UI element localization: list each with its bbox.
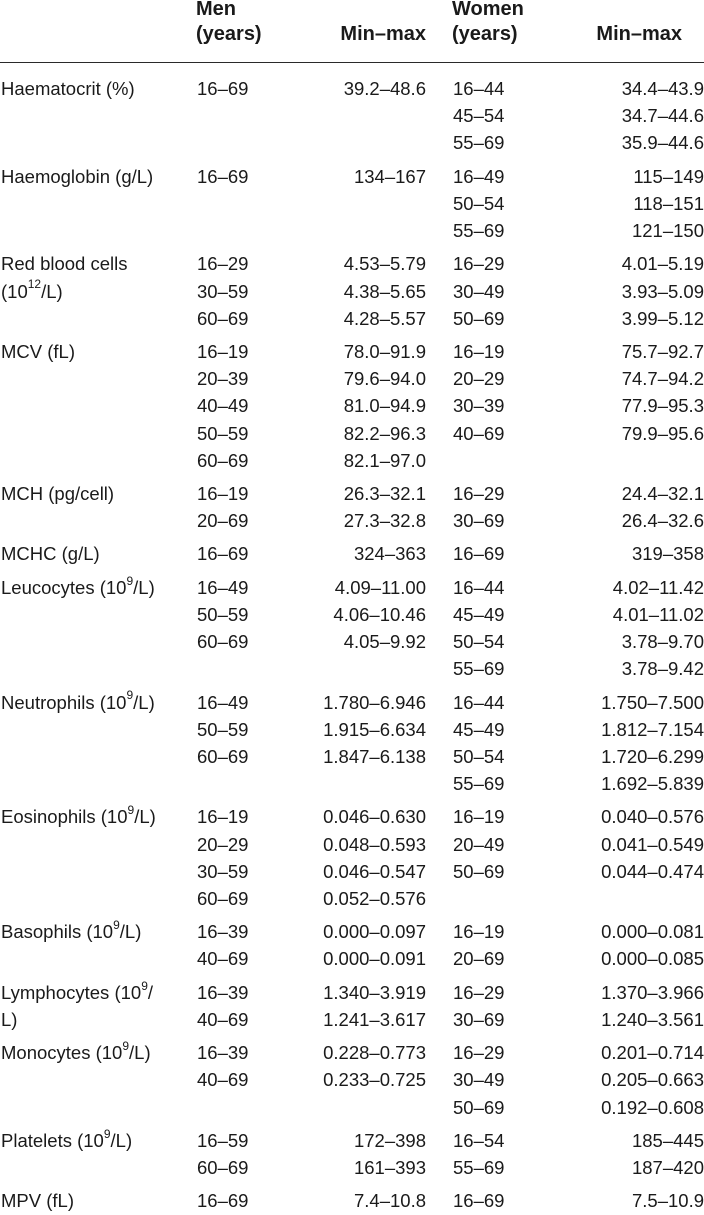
women-min-max: 34.7–44.6 (621, 105, 704, 127)
women-age-range: 45–49 (453, 718, 505, 740)
women-min-max: 3.78–9.70 (621, 631, 704, 653)
women-unit-label: (years) (452, 23, 518, 45)
parameter-group (0, 338, 704, 474)
men-age-range: 16–39 (197, 921, 249, 943)
women-age-range: 16–44 (453, 576, 505, 598)
men-age-range: 40–69 (197, 948, 249, 970)
table-row (0, 217, 704, 244)
women-min-max: 4.01–11.02 (612, 603, 704, 625)
women-age-range: 16–19 (453, 340, 505, 362)
parameter-name: Lymphocytes ($10^9/$ (1, 978, 154, 1003)
men-age-range: 20–29 (197, 833, 249, 855)
men-header (196, 0, 262, 47)
table-row (0, 102, 704, 129)
women-age-range: 30–69 (453, 510, 505, 532)
women-min-max: 3.93–5.09 (621, 280, 704, 302)
women-min-max: 24.4–32.1 (621, 483, 704, 504)
women-min-max: 34.4–43.9 (621, 78, 704, 99)
women-age-range: 16–44 (453, 78, 505, 99)
women-min-max: 77.9–95.3 (621, 395, 704, 417)
women-min-max: 319–358 (631, 543, 704, 565)
table-row (0, 628, 704, 655)
parameter-group (0, 1039, 704, 1121)
women-age-range: 45–49 (453, 603, 505, 625)
women-min-max: 75.7–92.7 (621, 340, 704, 362)
women-min-max: 3.78–9.42 (621, 658, 704, 680)
men-min-max: 79.6–94.0 (343, 368, 426, 390)
men-age-range: 40–69 (197, 1069, 249, 1091)
table-row (0, 770, 704, 797)
parameter-name: L) (1, 1008, 18, 1030)
men-min-max: 4.05–9.92 (343, 631, 426, 653)
table-row (0, 945, 704, 972)
men-age-range: 30–59 (197, 280, 249, 302)
table-row (0, 1006, 704, 1033)
women-age-range: 50–69 (453, 860, 505, 882)
men-min-max: 0.048–0.593 (323, 833, 426, 855)
women-min-max: 3.99–5.12 (621, 307, 704, 329)
parameter-group (0, 75, 704, 157)
table-row (0, 338, 704, 365)
men-age-range: 40–49 (197, 395, 249, 417)
men-min-max: 4.28–5.57 (343, 307, 426, 329)
women-age-range: 16–29 (453, 253, 505, 275)
men-age-range: 60–69 (197, 449, 249, 471)
women-age-range: 30–69 (453, 1008, 505, 1030)
parameter-name: MPV (fL) (1, 1190, 74, 1212)
men-min-max: 0.000–0.091 (323, 948, 426, 970)
men-age-range: 16–69 (197, 1190, 249, 1212)
men-age-range: 16–19 (197, 483, 249, 504)
women-age-range: 55–69 (453, 658, 505, 680)
women-age-range: 16–49 (453, 165, 505, 187)
men-age-range: 16–19 (197, 340, 249, 362)
women-age-range: 40–69 (453, 422, 505, 444)
women-min-max: 0.000–0.085 (601, 948, 704, 970)
parameter-name: Neutrophils $(10^9/L)$ (1, 688, 155, 713)
women-age-range: 30–39 (453, 395, 505, 417)
men-min-max: 1.340–3.919 (323, 981, 426, 1003)
men-min-max: 78.0–91.9 (343, 340, 426, 362)
men-unit-label: (years) (196, 23, 262, 45)
women-min-max: 35.9–44.6 (621, 132, 704, 154)
women-age-range: 50–54 (453, 745, 505, 767)
parameter-name: Monocytes $(10^9/L)$ (1, 1039, 151, 1064)
men-min-max: 81.0–94.9 (343, 395, 426, 417)
men-min-max: 4.53–5.79 (343, 253, 426, 275)
table-row (0, 1127, 704, 1154)
men-age-range: 30–59 (197, 860, 249, 882)
men-min-max: 0.233–0.725 (323, 1069, 426, 1091)
women-age-range: 50–54 (453, 631, 505, 653)
table-row (0, 885, 704, 912)
men-min-max: 82.2–96.3 (343, 422, 426, 444)
women-header (452, 0, 524, 47)
table-row (0, 574, 704, 601)
women-min-max: 115–149 (633, 165, 704, 187)
men-min-max: 4.09–11.00 (334, 576, 426, 598)
parameter-group (0, 1127, 704, 1181)
men-min-max: 4.38–5.65 (343, 280, 426, 302)
men-range-header: Min–max (340, 23, 426, 45)
men-min-max: 26.3–32.1 (343, 483, 426, 504)
men-min-max: 134–167 (353, 165, 426, 187)
parameter-group (0, 689, 704, 798)
women-range-header: Min–max (596, 23, 682, 45)
men-min-max: 4.06–10.46 (333, 603, 426, 625)
men-min-max: 82.1–97.0 (343, 449, 426, 471)
table-row (0, 655, 704, 682)
table-row (0, 507, 704, 534)
men-min-max: 1.915–6.634 (323, 718, 426, 740)
table-row (0, 540, 704, 567)
women-min-max: 4.01–5.19 (621, 253, 704, 275)
table-row (0, 1187, 704, 1214)
men-min-max: 0.046–0.630 (323, 806, 426, 828)
men-age-range: 20–69 (197, 510, 249, 532)
women-age-range: 55–69 (453, 220, 505, 242)
table-row (0, 918, 704, 945)
women-min-max: 1.370–3.966 (601, 981, 704, 1003)
table-row (0, 447, 704, 474)
men-min-max: 161–393 (353, 1157, 426, 1179)
parameter-group (0, 918, 704, 972)
women-min-max: 7.5–10.9 (631, 1190, 704, 1212)
men-age-range: 60–69 (197, 631, 249, 653)
men-age-range: 60–69 (197, 1157, 249, 1179)
parameter-group (0, 803, 704, 912)
women-age-range: 16–19 (453, 921, 505, 943)
women-min-max: 0.192–0.608 (601, 1096, 704, 1118)
women-age-range: 55–69 (453, 132, 505, 154)
table-row (0, 1094, 704, 1121)
women-min-max: 79.9–95.6 (621, 422, 704, 444)
men-min-max: 1.241–3.617 (323, 1008, 426, 1030)
parameter-name: Eosinophils $(10^9/L)$ (1, 803, 156, 828)
table-row (0, 979, 704, 1006)
table-row (0, 1066, 704, 1093)
men-age-range: 20–39 (197, 368, 249, 390)
table-row (0, 163, 704, 190)
table-header (0, 0, 704, 63)
table-row (0, 365, 704, 392)
parameter-name: Haematocrit (%) (1, 78, 135, 99)
women-min-max: 1.240–3.561 (601, 1008, 704, 1030)
table-row (0, 716, 704, 743)
men-age-range: 16–49 (197, 691, 249, 713)
parameter-group (0, 163, 704, 245)
men-age-range: 50–59 (197, 422, 249, 444)
men-min-max: 172–398 (353, 1129, 426, 1151)
men-age-range: 60–69 (197, 307, 249, 329)
men-age-range: 16–19 (197, 806, 249, 828)
men-min-max: 1.847–6.138 (323, 745, 426, 767)
women-age-range: 50–69 (453, 1096, 505, 1118)
parameter-group (0, 574, 704, 683)
women-age-range: 45–54 (453, 105, 505, 127)
women-min-max: 0.000–0.081 (601, 921, 704, 943)
women-min-max: 121–150 (631, 220, 704, 242)
parameter-group (0, 1187, 704, 1214)
table-row (0, 278, 704, 305)
parameter-name: Basophils $(10^9/L)$ (1, 918, 142, 943)
parameter-name: Platelets $(10^9/L)$ (1, 1126, 133, 1151)
parameter-name: Haemoglobin (g/L) (1, 165, 154, 187)
parameter-name: $(10^{12}/L)$ (1, 277, 63, 302)
parameter-group (0, 250, 704, 332)
table-row (0, 803, 704, 830)
men-age-range: 60–69 (197, 745, 249, 767)
men-min-max: 7.4–10.8 (353, 1190, 426, 1212)
men-age-range: 16–69 (197, 165, 249, 187)
parameter-name: MCH (pg/cell) (1, 483, 115, 504)
women-age-range: 20–49 (453, 833, 505, 855)
women-age-range: 20–29 (453, 368, 505, 390)
parameter-name: Red blood cells (1, 253, 128, 275)
women-min-max: 0.201–0.714 (601, 1042, 704, 1064)
table-row (0, 392, 704, 419)
women-min-max: 118–151 (633, 192, 704, 214)
table-row (0, 689, 704, 716)
women-min-max: 1.750–7.500 (601, 691, 704, 713)
parameter-group (0, 979, 704, 1033)
men-label: Men (196, 0, 236, 20)
table-row (0, 1154, 704, 1181)
table-row (0, 129, 704, 156)
women-min-max: 26.4–32.6 (621, 510, 704, 532)
women-age-range: 16–44 (453, 691, 505, 713)
women-min-max: 1.692–5.839 (601, 773, 704, 795)
table-row (0, 601, 704, 628)
men-age-range: 16–69 (197, 78, 249, 99)
men-age-range: 16–39 (197, 1042, 249, 1064)
table-row (0, 743, 704, 770)
table-body (0, 75, 704, 1215)
women-age-range: 16–29 (453, 981, 505, 1003)
table-row (0, 831, 704, 858)
table-row (0, 420, 704, 447)
men-age-range: 16–59 (197, 1129, 249, 1151)
women-min-max: 4.02–11.42 (612, 576, 704, 598)
women-age-range: 16–69 (453, 1190, 505, 1212)
women-age-range: 16–19 (453, 806, 505, 828)
men-age-range: 16–69 (197, 543, 249, 565)
women-age-range: 30–49 (453, 1069, 505, 1091)
women-min-max: 187–420 (631, 1157, 704, 1179)
women-age-range: 16–54 (453, 1129, 505, 1151)
women-age-range: 50–54 (453, 192, 505, 214)
men-age-range: 16–39 (197, 981, 249, 1003)
women-age-range: 20–69 (453, 948, 505, 970)
parameter-name: MCV (fL) (1, 340, 75, 362)
women-age-range: 16–29 (453, 483, 505, 504)
table-row (0, 858, 704, 885)
women-label: Women (452, 0, 524, 20)
men-age-range: 16–49 (197, 576, 249, 598)
parameter-group (0, 480, 704, 534)
parameter-name: Leucocytes $(10^9/L)$ (1, 573, 155, 598)
men-min-max: 39.2–48.6 (343, 78, 426, 99)
women-age-range: 16–69 (453, 543, 505, 565)
women-min-max: 0.205–0.663 (601, 1069, 704, 1091)
men-min-max: 0.000–0.097 (323, 921, 426, 943)
women-min-max: 0.041–0.549 (601, 833, 704, 855)
table-row (0, 190, 704, 217)
men-min-max: 0.052–0.576 (323, 888, 426, 909)
women-age-range: 50–69 (453, 307, 505, 329)
table-row (0, 250, 704, 277)
men-age-range: 40–69 (197, 1008, 249, 1030)
women-age-range: 30–49 (453, 280, 505, 302)
women-age-range: 55–69 (453, 773, 505, 795)
table-row (0, 75, 704, 102)
table-row (0, 1039, 704, 1066)
table-row (0, 305, 704, 332)
women-age-range: 55–69 (453, 1157, 505, 1179)
women-min-max: 74.7–94.2 (621, 368, 704, 390)
men-min-max: 0.046–0.547 (323, 860, 426, 882)
men-min-max: 27.3–32.8 (343, 510, 426, 532)
men-min-max: 0.228–0.773 (323, 1042, 426, 1064)
women-min-max: 0.044–0.474 (601, 860, 704, 882)
women-min-max: 185–445 (631, 1129, 704, 1151)
women-age-range: 16–29 (453, 1042, 505, 1064)
women-min-max: 1.720–6.299 (601, 745, 704, 767)
parameter-group (0, 540, 704, 567)
men-min-max: 1.780–6.946 (323, 691, 426, 713)
men-age-range: 50–59 (197, 603, 249, 625)
women-min-max: 0.040–0.576 (601, 806, 704, 828)
men-age-range: 16–29 (197, 253, 249, 275)
parameter-name: MCHC (g/L) (1, 543, 100, 565)
table-row (0, 480, 704, 507)
men-age-range: 50–59 (197, 718, 249, 740)
men-age-range: 60–69 (197, 888, 249, 909)
men-min-max: 324–363 (353, 543, 426, 565)
women-min-max: 1.812–7.154 (601, 718, 704, 740)
